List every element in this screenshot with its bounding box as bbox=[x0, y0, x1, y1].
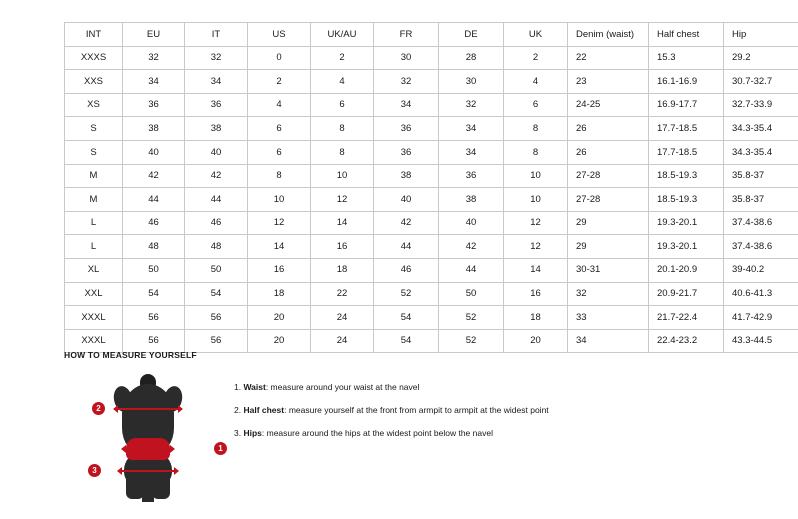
table-cell: 42 bbox=[374, 211, 439, 235]
table-cell: 35.8-37 bbox=[724, 188, 798, 212]
table-cell: 20 bbox=[248, 306, 311, 330]
table-cell: 28 bbox=[439, 46, 504, 70]
table-cell: 14 bbox=[311, 211, 374, 235]
table-cell: 6 bbox=[311, 93, 374, 117]
table-cell: 20.9-21.7 bbox=[649, 282, 724, 306]
table-cell: 42 bbox=[439, 235, 504, 259]
measure-instructions bbox=[234, 372, 549, 452]
size-chart-head bbox=[65, 23, 798, 47]
table-cell: 19.3-20.1 bbox=[649, 235, 724, 259]
mannequin-leg-right bbox=[152, 477, 170, 499]
table-cell: 36 bbox=[123, 93, 185, 117]
badge-half-chest: 2 bbox=[92, 402, 105, 415]
table-cell: 2 bbox=[311, 46, 374, 70]
instruction-waist-number: 1. bbox=[234, 382, 242, 392]
table-cell: 42 bbox=[123, 164, 185, 188]
table-cell: 16.9-17.7 bbox=[649, 93, 724, 117]
table-cell: 40.6-41.3 bbox=[724, 282, 798, 306]
instruction-hips bbox=[234, 428, 549, 438]
table-cell: 2 bbox=[504, 46, 568, 70]
column-header-int: INT bbox=[65, 23, 123, 47]
table-cell: 26 bbox=[568, 140, 649, 164]
table-row bbox=[65, 70, 798, 94]
column-header-half-chest: Half chest bbox=[649, 23, 724, 47]
table-cell: S bbox=[65, 117, 123, 141]
table-cell: 21.7-22.4 bbox=[649, 306, 724, 330]
instruction-half-chest bbox=[234, 405, 549, 415]
table-cell: 20.1-20.9 bbox=[649, 258, 724, 282]
column-header-fr: FR bbox=[374, 23, 439, 47]
table-cell: 56 bbox=[185, 329, 248, 353]
table-cell: 10 bbox=[504, 164, 568, 188]
mannequin-stand bbox=[142, 486, 154, 502]
table-cell: 44 bbox=[374, 235, 439, 259]
table-cell: 4 bbox=[248, 93, 311, 117]
instruction-waist-text: : measure around your waist at the navel bbox=[265, 382, 420, 392]
table-cell: 6 bbox=[248, 140, 311, 164]
table-cell: 34 bbox=[439, 117, 504, 141]
table-cell: 54 bbox=[374, 306, 439, 330]
table-cell: 18.5-19.3 bbox=[649, 188, 724, 212]
table-cell: 40 bbox=[185, 140, 248, 164]
table-cell: 54 bbox=[123, 282, 185, 306]
table-cell: 18 bbox=[311, 258, 374, 282]
table-row bbox=[65, 258, 798, 282]
table-cell: 29.2 bbox=[724, 46, 798, 70]
instruction-hips-text: : measure around the hips at the widest point below the navel bbox=[261, 428, 493, 439]
table-cell: 20 bbox=[504, 329, 568, 353]
column-header-hip: Hip bbox=[724, 23, 798, 47]
table-cell: 30-31 bbox=[568, 258, 649, 282]
table-cell: 38 bbox=[123, 117, 185, 141]
table-cell: 12 bbox=[311, 188, 374, 212]
table-cell: 40 bbox=[439, 211, 504, 235]
table-cell: 18 bbox=[504, 306, 568, 330]
table-cell: 40 bbox=[123, 140, 185, 164]
table-cell: S bbox=[65, 140, 123, 164]
column-header-de: DE bbox=[439, 23, 504, 47]
table-row bbox=[65, 306, 798, 330]
column-header-ukau: UK/AU bbox=[311, 23, 374, 47]
table-cell: 34 bbox=[123, 70, 185, 94]
instruction-waist bbox=[234, 382, 549, 392]
table-cell: 56 bbox=[185, 306, 248, 330]
table-row bbox=[65, 164, 798, 188]
table-cell: 34 bbox=[439, 140, 504, 164]
table-cell: 14 bbox=[248, 235, 311, 259]
table-cell: 18.5-19.3 bbox=[649, 164, 724, 188]
table-cell: 50 bbox=[185, 258, 248, 282]
table-row bbox=[65, 211, 798, 235]
table-cell: L bbox=[65, 211, 123, 235]
table-cell: 34 bbox=[568, 329, 649, 353]
table-cell: 54 bbox=[185, 282, 248, 306]
table-cell: 8 bbox=[504, 140, 568, 164]
table-cell: 16 bbox=[248, 258, 311, 282]
table-cell: 12 bbox=[248, 211, 311, 235]
table-cell: 50 bbox=[123, 258, 185, 282]
table-cell: 36 bbox=[439, 164, 504, 188]
table-cell: 46 bbox=[123, 211, 185, 235]
table-row bbox=[65, 117, 798, 141]
column-header-eu: EU bbox=[123, 23, 185, 47]
table-cell: 19.3-20.1 bbox=[649, 211, 724, 235]
table-cell: 52 bbox=[374, 282, 439, 306]
table-cell: 30 bbox=[439, 70, 504, 94]
table-cell: 43.3-44.5 bbox=[724, 329, 798, 353]
hips-measure-arrow bbox=[122, 470, 174, 472]
table-cell: 17.7-18.5 bbox=[649, 140, 724, 164]
instruction-half-chest-text: : measure yourself at the front from armpit to armpit at the widest point bbox=[284, 405, 549, 416]
table-cell: 27-28 bbox=[568, 164, 649, 188]
table-cell: XXS bbox=[65, 70, 123, 94]
table-cell: 32 bbox=[439, 93, 504, 117]
table-cell: 56 bbox=[123, 329, 185, 353]
half-chest-measure-arrow bbox=[118, 408, 178, 410]
instruction-hips-term: Hips bbox=[243, 428, 262, 439]
size-chart-table bbox=[64, 22, 798, 353]
column-header-uk: UK bbox=[504, 23, 568, 47]
table-cell: XXL bbox=[65, 282, 123, 306]
table-cell: XL bbox=[65, 258, 123, 282]
table-cell: 41.7-42.9 bbox=[724, 306, 798, 330]
table-row bbox=[65, 188, 798, 212]
table-cell: L bbox=[65, 235, 123, 259]
table-cell: 12 bbox=[504, 235, 568, 259]
table-cell: 52 bbox=[439, 306, 504, 330]
table-cell: 29 bbox=[568, 211, 649, 235]
how-to-measure-section bbox=[64, 350, 764, 502]
how-to-measure-title: HOW TO MEASURE YOURSELF bbox=[64, 350, 197, 360]
size-chart-body bbox=[65, 46, 798, 353]
instruction-waist-term: Waist bbox=[243, 382, 266, 392]
table-cell: 23 bbox=[568, 70, 649, 94]
table-cell: 52 bbox=[439, 329, 504, 353]
table-cell: 38 bbox=[439, 188, 504, 212]
table-cell: 22.4-23.2 bbox=[649, 329, 724, 353]
table-cell: 36 bbox=[374, 140, 439, 164]
table-row bbox=[65, 140, 798, 164]
table-cell: 44 bbox=[185, 188, 248, 212]
table-cell: 26 bbox=[568, 117, 649, 141]
table-row bbox=[65, 235, 798, 259]
table-cell: 46 bbox=[185, 211, 248, 235]
column-header-us: US bbox=[248, 23, 311, 47]
table-cell: 22 bbox=[568, 46, 649, 70]
table-cell: 10 bbox=[248, 188, 311, 212]
table-cell: 44 bbox=[439, 258, 504, 282]
table-cell: 40 bbox=[374, 188, 439, 212]
table-cell: 16 bbox=[311, 235, 374, 259]
table-cell: 12 bbox=[504, 211, 568, 235]
table-cell: 56 bbox=[123, 306, 185, 330]
badge-hips: 3 bbox=[88, 464, 101, 477]
table-cell: 10 bbox=[504, 188, 568, 212]
table-cell: 37.4-38.6 bbox=[724, 211, 798, 235]
table-cell: 14 bbox=[504, 258, 568, 282]
table-cell: 37.4-38.6 bbox=[724, 235, 798, 259]
instruction-half-chest-term: Half chest bbox=[243, 405, 285, 416]
table-cell: 33 bbox=[568, 306, 649, 330]
table-cell: 36 bbox=[185, 93, 248, 117]
table-cell: 24-25 bbox=[568, 93, 649, 117]
table-row bbox=[65, 46, 798, 70]
table-cell: 2 bbox=[248, 70, 311, 94]
table-cell: 38 bbox=[185, 117, 248, 141]
table-cell: 32 bbox=[374, 70, 439, 94]
table-cell: 42 bbox=[185, 164, 248, 188]
table-cell: XXXL bbox=[65, 329, 123, 353]
table-cell: 29 bbox=[568, 235, 649, 259]
table-cell: 32.7-33.9 bbox=[724, 93, 798, 117]
table-cell: 24 bbox=[311, 329, 374, 353]
how-to-measure-body bbox=[64, 372, 764, 502]
table-cell: 54 bbox=[374, 329, 439, 353]
waist-measure-arrow bbox=[126, 448, 170, 450]
table-cell: 17.7-18.5 bbox=[649, 117, 724, 141]
table-cell: 50 bbox=[439, 282, 504, 306]
table-cell: 44 bbox=[123, 188, 185, 212]
column-header-denim-waist: Denim (waist) bbox=[568, 23, 649, 47]
table-cell: M bbox=[65, 164, 123, 188]
table-cell: 16.1-16.9 bbox=[649, 70, 724, 94]
table-cell: 34.3-35.4 bbox=[724, 117, 798, 141]
table-cell: 48 bbox=[185, 235, 248, 259]
table-cell: 15.3 bbox=[649, 46, 724, 70]
table-cell: 0 bbox=[248, 46, 311, 70]
table-cell: XXXL bbox=[65, 306, 123, 330]
table-cell: 8 bbox=[311, 140, 374, 164]
table-cell: 4 bbox=[504, 70, 568, 94]
table-cell: XXXS bbox=[65, 46, 123, 70]
table-cell: 34 bbox=[374, 93, 439, 117]
badge-waist: 1 bbox=[214, 442, 227, 455]
table-header-row bbox=[65, 23, 798, 47]
table-cell: 22 bbox=[311, 282, 374, 306]
table-cell: 8 bbox=[504, 117, 568, 141]
table-cell: 46 bbox=[374, 258, 439, 282]
table-cell: 32 bbox=[568, 282, 649, 306]
table-cell: 4 bbox=[311, 70, 374, 94]
table-cell: 38 bbox=[374, 164, 439, 188]
table-cell: 6 bbox=[248, 117, 311, 141]
table-cell: 8 bbox=[311, 117, 374, 141]
table-cell: 32 bbox=[185, 46, 248, 70]
table-cell: 32 bbox=[123, 46, 185, 70]
table-cell: 30.7-32.7 bbox=[724, 70, 798, 94]
column-header-it: IT bbox=[185, 23, 248, 47]
table-cell: 27-28 bbox=[568, 188, 649, 212]
table-cell: 18 bbox=[248, 282, 311, 306]
table-cell: 24 bbox=[311, 306, 374, 330]
table-row bbox=[65, 93, 798, 117]
table-cell: 16 bbox=[504, 282, 568, 306]
table-cell: 8 bbox=[248, 164, 311, 188]
table-row bbox=[65, 282, 798, 306]
table-cell: 34 bbox=[185, 70, 248, 94]
table-cell: 48 bbox=[123, 235, 185, 259]
table-cell: 6 bbox=[504, 93, 568, 117]
table-cell: 35.8-37 bbox=[724, 164, 798, 188]
table-cell: M bbox=[65, 188, 123, 212]
table-cell: 30 bbox=[374, 46, 439, 70]
mannequin-figure bbox=[64, 372, 234, 502]
table-cell: 10 bbox=[311, 164, 374, 188]
table-cell: 39-40.2 bbox=[724, 258, 798, 282]
table-cell: 36 bbox=[374, 117, 439, 141]
table-cell: 20 bbox=[248, 329, 311, 353]
table-cell: XS bbox=[65, 93, 123, 117]
instruction-hips-number: 3. bbox=[234, 428, 242, 439]
instruction-half-chest-number: 2. bbox=[234, 405, 242, 416]
table-cell: 34.3-35.4 bbox=[724, 140, 798, 164]
